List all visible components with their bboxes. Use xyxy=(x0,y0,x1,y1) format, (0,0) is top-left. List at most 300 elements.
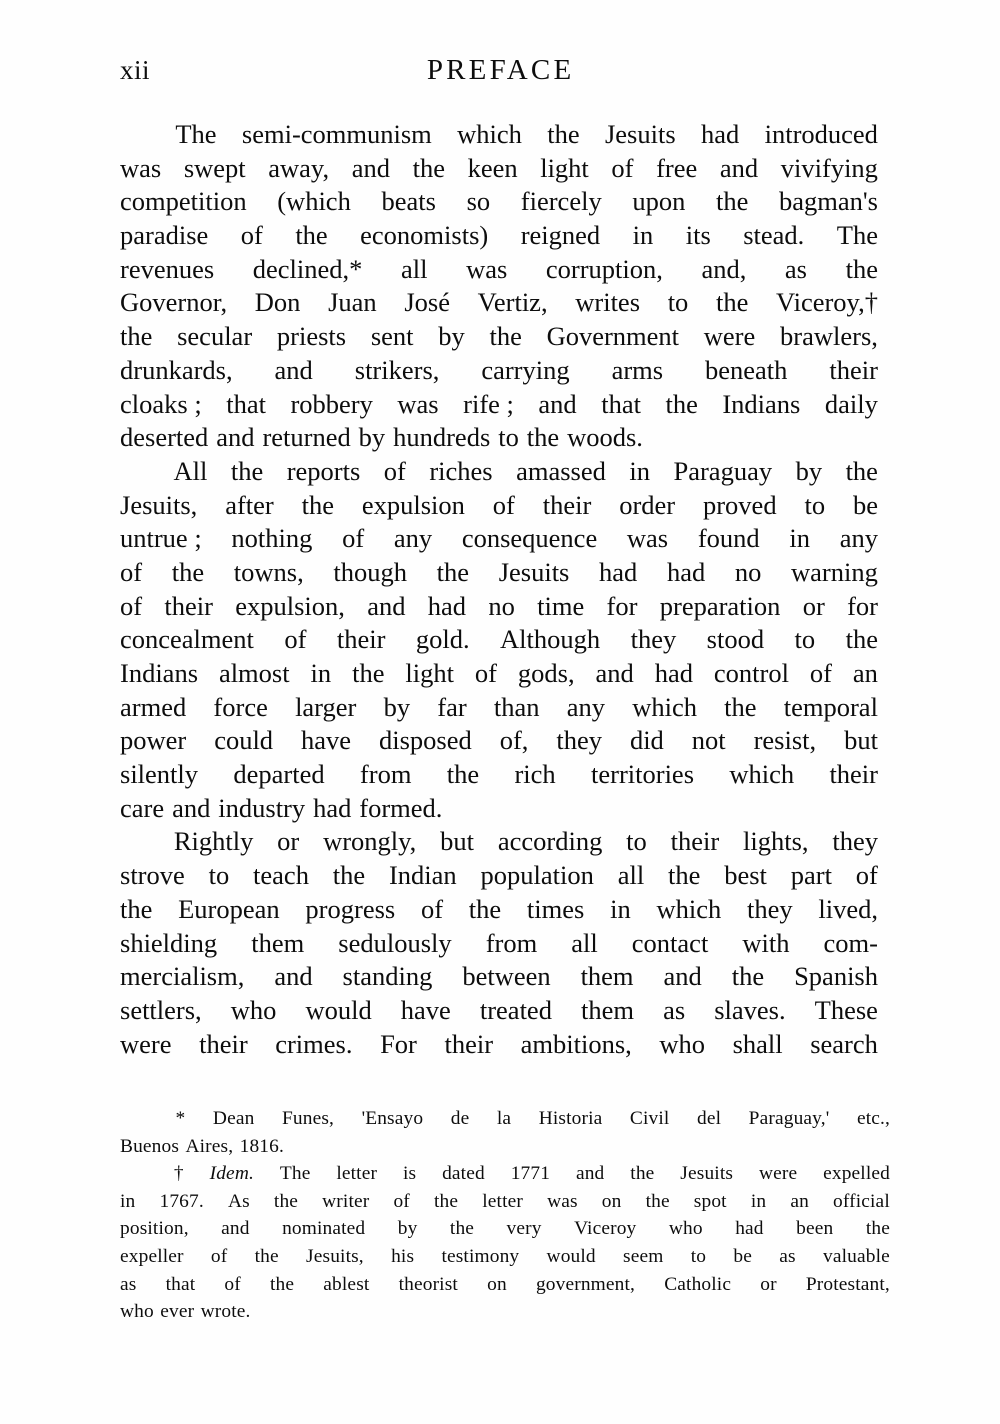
word: competition xyxy=(120,186,247,217)
word: upon xyxy=(632,186,686,217)
word: of xyxy=(284,624,307,655)
word: the xyxy=(715,186,749,217)
word: care xyxy=(120,792,165,823)
word: vivifying xyxy=(780,152,878,183)
word: so xyxy=(466,186,491,217)
word: the xyxy=(645,1190,670,1212)
word: Viceroy xyxy=(574,1218,637,1240)
word: introduced xyxy=(764,119,878,149)
word: any xyxy=(839,523,878,554)
word: sedulously xyxy=(338,927,452,958)
word: not xyxy=(691,725,726,756)
word: were xyxy=(758,1163,798,1185)
word: who xyxy=(230,994,277,1025)
word: the xyxy=(436,556,470,587)
word: These xyxy=(814,994,878,1025)
text-line xyxy=(120,354,878,388)
word: that xyxy=(165,1273,196,1295)
word: the xyxy=(489,321,522,352)
word: government, xyxy=(535,1273,636,1295)
word: ablest xyxy=(323,1273,370,1295)
word: reigned xyxy=(520,220,601,251)
word: keen xyxy=(467,152,518,183)
word: their xyxy=(164,590,213,621)
word: the xyxy=(715,287,749,318)
word: in xyxy=(750,1190,767,1212)
word: Jesuits xyxy=(680,1163,734,1185)
word: com- xyxy=(823,927,878,958)
word: dated xyxy=(442,1163,485,1185)
word: All xyxy=(173,455,208,486)
word: which xyxy=(632,691,697,722)
word: and xyxy=(216,422,255,453)
word: Funes, xyxy=(281,1108,335,1129)
word: to xyxy=(794,624,816,655)
word: and xyxy=(221,1218,250,1240)
word: drunkards, xyxy=(120,354,233,385)
word: position, xyxy=(120,1218,189,1240)
word: than xyxy=(493,691,540,722)
word: formed. xyxy=(359,792,443,823)
word: or xyxy=(802,590,825,621)
word: (which xyxy=(277,186,351,217)
text-line xyxy=(120,724,878,758)
word: writes xyxy=(575,287,641,318)
text-line xyxy=(120,623,878,657)
page-title: PREFACE xyxy=(426,54,575,86)
word: temporal xyxy=(783,691,878,722)
word: warning xyxy=(791,556,878,587)
word: proved xyxy=(702,489,777,520)
word: priests xyxy=(276,321,347,352)
word: larger xyxy=(295,691,357,722)
word: who xyxy=(659,1028,705,1059)
word: industry xyxy=(218,792,306,823)
word: gold. xyxy=(415,624,470,655)
word: the xyxy=(434,1190,459,1212)
word: search xyxy=(810,1028,878,1059)
word: which xyxy=(457,119,522,149)
word: and xyxy=(538,388,577,419)
word: etc., xyxy=(856,1108,890,1129)
word: Jesuits, xyxy=(120,489,198,520)
word: who xyxy=(668,1218,703,1240)
word: returned xyxy=(262,422,351,453)
word: and xyxy=(351,152,390,183)
word: all xyxy=(571,927,598,958)
word: from xyxy=(359,759,412,790)
text-line xyxy=(120,1188,890,1216)
word: Paraguay,' xyxy=(748,1108,830,1129)
word: order xyxy=(619,489,676,520)
word: of xyxy=(492,489,515,520)
word: Protestant, xyxy=(805,1273,890,1295)
para-1 xyxy=(120,118,878,455)
word: sent xyxy=(370,321,414,352)
word: of xyxy=(342,523,365,554)
word: The xyxy=(836,220,878,251)
word: have xyxy=(400,994,451,1025)
footnote-asterisk xyxy=(120,1105,890,1160)
word: de xyxy=(450,1108,470,1129)
word: by xyxy=(397,1218,418,1240)
word: of xyxy=(474,658,497,688)
word: their xyxy=(444,1028,494,1059)
word: silently xyxy=(120,759,199,790)
word: no xyxy=(488,590,515,621)
word: Spanish xyxy=(794,961,878,992)
word: the xyxy=(301,489,334,520)
word: strikers, xyxy=(354,354,440,385)
word: Governor, xyxy=(120,287,228,318)
word: force xyxy=(213,691,268,722)
word: of xyxy=(383,455,406,486)
word: wrote. xyxy=(200,1301,251,1323)
word: was xyxy=(120,152,162,183)
word: the xyxy=(412,152,445,183)
word: expulsion xyxy=(361,489,465,520)
word: had xyxy=(666,556,706,587)
word: nominated xyxy=(282,1218,366,1240)
word: swept xyxy=(183,152,246,183)
word: the xyxy=(446,759,480,790)
word: had xyxy=(427,590,467,621)
word: 1816. xyxy=(239,1135,284,1157)
word: had xyxy=(654,658,693,688)
text-line xyxy=(120,859,878,893)
word: in xyxy=(789,523,810,554)
word: ambitions, xyxy=(520,1028,632,1059)
word: Catholic xyxy=(664,1273,732,1295)
word: power xyxy=(120,725,187,756)
word: lights, xyxy=(743,826,809,857)
word: arms xyxy=(611,354,664,385)
word: of xyxy=(120,556,143,587)
word: who xyxy=(120,1301,154,1323)
word: carrying xyxy=(481,354,570,385)
word: had xyxy=(313,792,352,823)
word: was xyxy=(466,253,508,284)
word: testimony xyxy=(441,1245,520,1267)
text-line xyxy=(120,657,878,691)
word: valuable xyxy=(823,1245,890,1267)
word: did xyxy=(629,725,664,756)
word: paradise xyxy=(120,220,209,251)
text-line xyxy=(120,960,878,994)
word: economists) xyxy=(360,220,489,251)
word: Don xyxy=(254,287,301,318)
word: their xyxy=(542,489,592,520)
word: fiercely xyxy=(520,186,602,217)
text-line xyxy=(120,320,878,354)
word: were xyxy=(120,1028,172,1059)
word: in xyxy=(629,455,650,486)
word: reports xyxy=(286,455,361,486)
word: free xyxy=(656,152,698,183)
word: their xyxy=(336,624,386,655)
word: brawlers, xyxy=(780,321,878,352)
word: untrue ; xyxy=(120,523,202,554)
word: Paraguay xyxy=(673,455,773,486)
word: lived, xyxy=(818,893,878,924)
word: the xyxy=(273,1190,299,1212)
text-line xyxy=(120,590,878,624)
word: all xyxy=(617,860,645,891)
word: settlers, xyxy=(120,994,202,1025)
word: gods, xyxy=(517,658,575,688)
text-line xyxy=(120,253,878,287)
word: preparation xyxy=(659,590,781,621)
word: Jesuits xyxy=(604,119,676,149)
word: Although xyxy=(500,624,601,655)
word: that xyxy=(601,388,641,419)
word: for xyxy=(847,590,878,621)
word: the xyxy=(630,1163,655,1185)
word: beats xyxy=(381,186,436,217)
word: and xyxy=(719,152,759,183)
word: The xyxy=(175,119,217,149)
word: the xyxy=(230,455,264,486)
word: their xyxy=(670,826,720,857)
text-line xyxy=(120,1215,890,1243)
word: and xyxy=(663,961,702,992)
word: European xyxy=(178,893,280,924)
word: the xyxy=(526,422,560,453)
word: as xyxy=(784,253,807,284)
word: best xyxy=(724,860,767,891)
text-line xyxy=(120,1028,878,1062)
word: concealment xyxy=(120,624,254,655)
word: of xyxy=(809,658,832,688)
word: was xyxy=(397,388,439,419)
word: times xyxy=(526,893,585,924)
word: population xyxy=(480,860,594,891)
word: no xyxy=(734,556,762,587)
word: any xyxy=(566,691,605,722)
word: of xyxy=(120,590,143,621)
word: of xyxy=(855,860,878,891)
word: of xyxy=(224,1273,241,1295)
word: strove xyxy=(120,860,185,891)
word: its xyxy=(685,220,711,251)
word: standing xyxy=(342,961,433,992)
word: Idem. xyxy=(209,1163,254,1185)
word: expelled xyxy=(823,1163,890,1185)
word: was xyxy=(626,523,669,554)
word: all xyxy=(400,253,428,284)
word: seem xyxy=(623,1245,664,1267)
word: in xyxy=(310,658,332,688)
text-line xyxy=(120,994,878,1028)
word: declined,* xyxy=(252,253,363,284)
word: any xyxy=(393,523,433,554)
footnote-dagger xyxy=(120,1160,890,1326)
word: from xyxy=(485,927,538,958)
word: Jesuits xyxy=(498,556,570,587)
word: on xyxy=(601,1190,622,1212)
word: the xyxy=(724,691,757,722)
word: of xyxy=(240,220,263,251)
word: as xyxy=(120,1273,137,1295)
word: the xyxy=(270,1273,295,1295)
word: on xyxy=(487,1273,507,1295)
word: or xyxy=(277,826,300,857)
word: away, xyxy=(268,152,330,183)
word: their xyxy=(829,354,878,385)
word: been xyxy=(796,1218,834,1240)
word: Viceroy,† xyxy=(776,287,878,318)
word: Government xyxy=(546,321,680,352)
word: For xyxy=(380,1028,417,1059)
text-line xyxy=(120,1160,890,1188)
word: and xyxy=(274,961,313,992)
word: 'Ensayo xyxy=(361,1108,424,1129)
text-line xyxy=(120,522,878,556)
word: stood xyxy=(706,624,765,655)
word: could xyxy=(214,725,274,756)
word: crimes. xyxy=(275,1028,353,1059)
word: towns, xyxy=(233,556,304,587)
text-line xyxy=(120,691,878,725)
text-line xyxy=(120,893,878,927)
word: light xyxy=(540,152,589,183)
word: his xyxy=(391,1245,415,1267)
word: light xyxy=(405,658,454,688)
word: would xyxy=(546,1245,596,1267)
word: expeller xyxy=(120,1245,184,1267)
word: but xyxy=(844,725,878,756)
word: to xyxy=(208,860,230,891)
text-line xyxy=(120,1243,890,1271)
word: of xyxy=(420,893,444,924)
word: Rightly xyxy=(173,826,254,857)
word: in xyxy=(610,893,631,924)
word: theorist xyxy=(398,1273,458,1295)
word: the xyxy=(120,893,153,924)
word: letter xyxy=(482,1190,523,1212)
word: shall xyxy=(732,1028,783,1059)
word: territories xyxy=(591,759,695,790)
word: and xyxy=(367,590,406,621)
word: they xyxy=(746,893,793,924)
footnotes-block xyxy=(120,1105,890,1326)
word: them xyxy=(251,927,305,958)
page-folio: xii xyxy=(120,55,151,85)
word: consequence xyxy=(461,523,598,554)
word: of xyxy=(210,1245,228,1267)
word: after xyxy=(225,489,274,520)
word: an xyxy=(852,658,878,688)
word: the xyxy=(668,860,701,891)
word: disposed xyxy=(379,725,472,756)
word: the xyxy=(845,253,878,284)
word: they xyxy=(630,624,677,655)
word: † xyxy=(173,1163,184,1185)
word: la xyxy=(496,1108,512,1129)
word: but xyxy=(440,826,475,857)
word: the xyxy=(845,624,878,655)
word: expulsion, xyxy=(235,590,345,621)
word: time xyxy=(537,590,585,621)
word: hundreds xyxy=(393,422,491,453)
word: resist, xyxy=(753,725,817,756)
word: semi-communism xyxy=(241,119,432,149)
word: and, xyxy=(701,253,747,284)
word: be xyxy=(852,489,878,520)
text-line xyxy=(120,1105,890,1133)
word: letter xyxy=(336,1163,378,1185)
word: amassed xyxy=(516,455,606,486)
word: secular xyxy=(177,321,253,352)
word: by xyxy=(795,455,823,486)
word: to xyxy=(498,422,519,453)
text-line xyxy=(120,556,878,590)
word: robbery xyxy=(290,388,373,419)
word: in xyxy=(120,1190,136,1212)
word: had xyxy=(701,119,740,149)
word: rich xyxy=(514,759,556,790)
text-line xyxy=(120,1298,890,1326)
para-2 xyxy=(120,455,878,826)
word: to xyxy=(690,1245,707,1267)
word: that xyxy=(226,388,266,419)
word: as xyxy=(663,994,686,1025)
word: for xyxy=(606,590,638,621)
word: the xyxy=(449,1218,475,1240)
word: Indians xyxy=(120,658,199,688)
word: the xyxy=(332,860,366,891)
word: of xyxy=(611,152,634,183)
text-line xyxy=(120,758,878,792)
body-text-block xyxy=(120,118,878,1061)
word: and xyxy=(595,658,634,688)
text-line xyxy=(120,1133,890,1161)
word: writer xyxy=(322,1190,370,1212)
text-line xyxy=(120,421,878,455)
word: the xyxy=(547,119,580,149)
word: is xyxy=(402,1163,417,1185)
word: though xyxy=(333,556,407,587)
word: Historia xyxy=(538,1108,603,1129)
word: Indians xyxy=(722,388,801,419)
word: del xyxy=(697,1108,722,1129)
word: them xyxy=(580,961,634,992)
word: by xyxy=(383,691,411,722)
word: had xyxy=(599,556,638,587)
text-line xyxy=(120,388,878,422)
word: with xyxy=(742,927,790,958)
word: according xyxy=(497,826,603,857)
word: far xyxy=(437,691,467,722)
text-line xyxy=(120,927,878,961)
word: found xyxy=(697,523,760,554)
word: were xyxy=(703,321,756,352)
word: their xyxy=(199,1028,248,1059)
word: to xyxy=(667,287,689,318)
text-line xyxy=(120,286,878,320)
word: to xyxy=(804,489,826,520)
word: wrongly, xyxy=(323,826,417,857)
word: beneath xyxy=(705,354,788,385)
word: as xyxy=(779,1245,796,1267)
word: was xyxy=(547,1190,578,1212)
word: bagman's xyxy=(779,186,878,217)
word: part xyxy=(790,860,832,891)
word: Aires, xyxy=(185,1135,234,1157)
word: Dean xyxy=(212,1108,255,1129)
word: they xyxy=(556,725,602,756)
word: Civil xyxy=(629,1108,670,1129)
